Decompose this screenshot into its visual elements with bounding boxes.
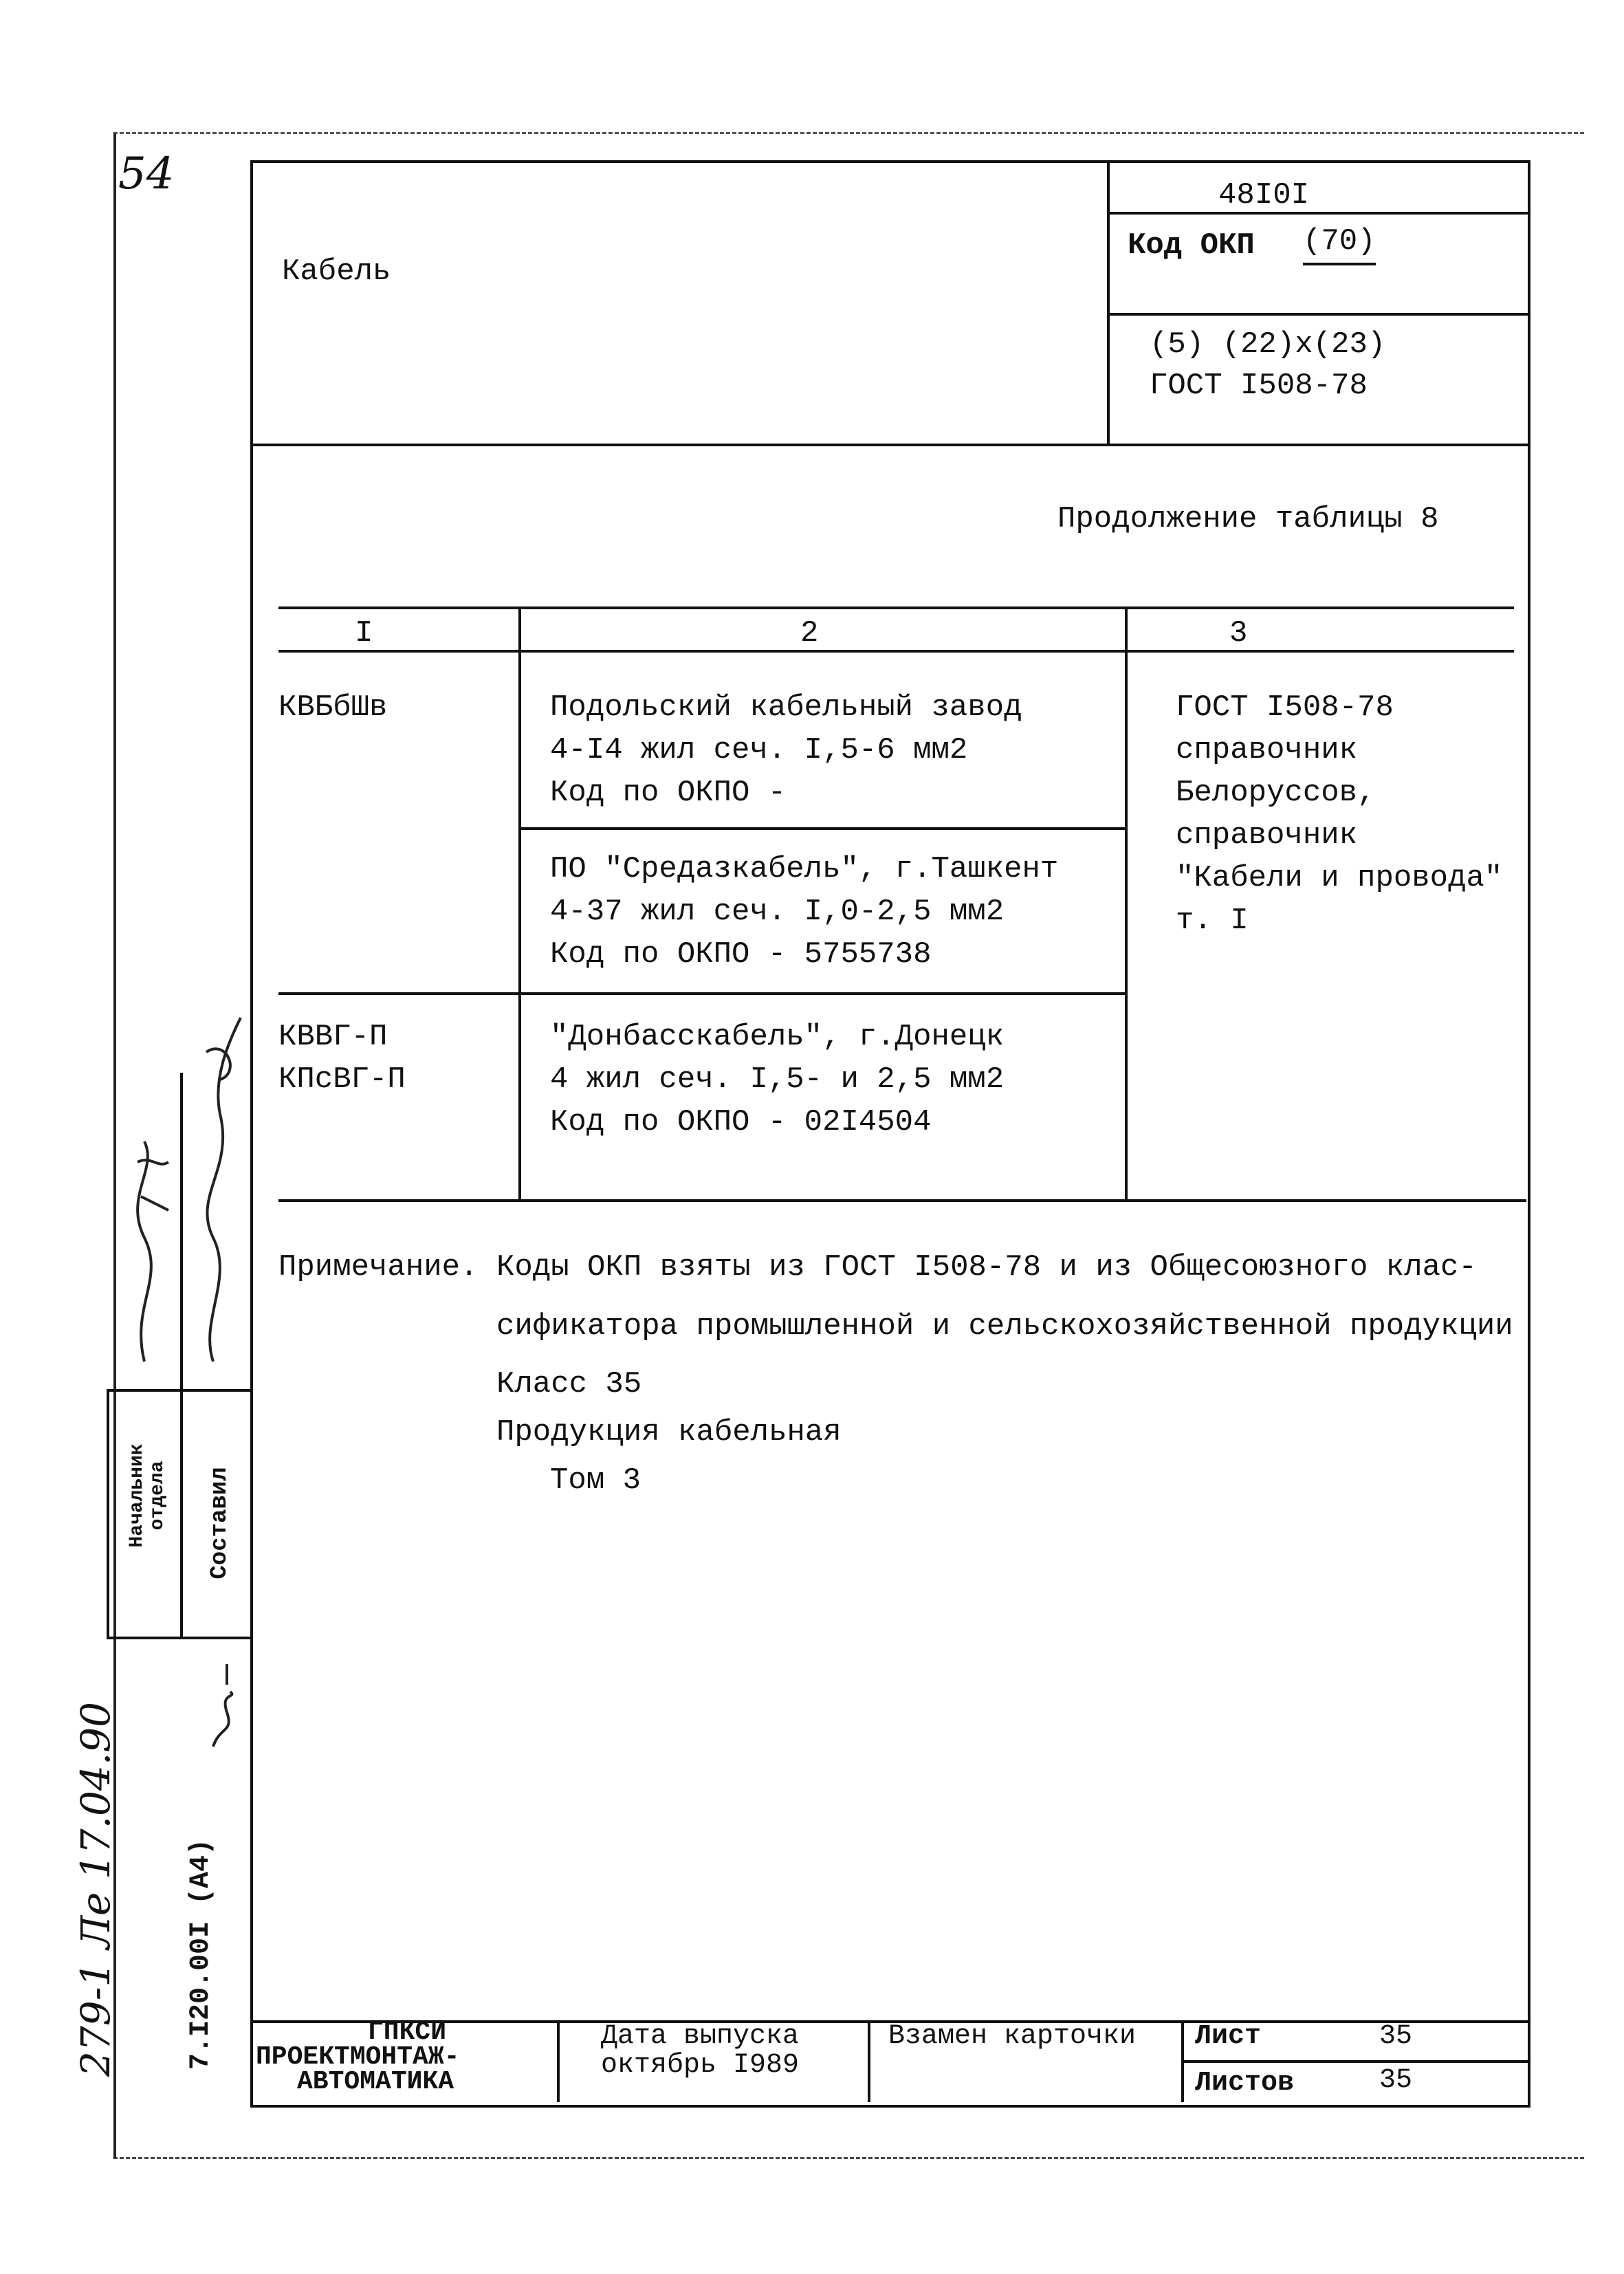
sheets-label: Листов [1195, 2068, 1295, 2099]
document-code-text: 7.I20.00I (A4) [186, 1838, 217, 2070]
manufacturer-spec: 4-37 жил сеч. I,0-2,5 мм2 [550, 895, 1005, 929]
column-header-3: 3 [1229, 616, 1248, 651]
table-header-line [278, 650, 1514, 653]
column-header-1: I [355, 616, 373, 651]
reference-line: т. I [1176, 904, 1249, 938]
issue-date-label: Дата выпуска [601, 2021, 800, 2052]
head-of-department-label [124, 1441, 172, 1551]
table-col-divider-1 [518, 606, 521, 1199]
note-line: Продукция кабельная [496, 1415, 842, 1450]
cable-mark: КПсВГ-П [278, 1062, 406, 1097]
head-of-department-text: Начальник отдела [127, 1443, 168, 1548]
code-divider-1 [1107, 212, 1528, 215]
table-bottom-line [278, 1199, 1526, 1202]
manufacturer-spec: 4-I4 жил сеч. I,5-6 мм2 [550, 733, 968, 767]
header-vertical [1107, 160, 1110, 444]
footer-divider-1 [557, 2020, 560, 2102]
signature-author [206, 1018, 241, 1362]
table-caption: Продолжение таблицы 8 [1057, 502, 1439, 536]
signature-head [138, 1141, 168, 1362]
reference-line: справочник [1176, 733, 1358, 767]
page-number: 54 [118, 149, 175, 199]
table-cell-divider [518, 827, 1125, 830]
date-stamp-signature [206, 1657, 248, 1753]
sheet-value: 35 [1379, 2021, 1413, 2052]
manufacturer-code: Код по ОКПО - 5755738 [550, 937, 932, 972]
standard: ГОСТ I508-78 [1150, 369, 1368, 403]
header-divider [250, 444, 1528, 446]
footer-sheet-divider [1181, 2060, 1528, 2063]
reference-line: ГОСТ I508-78 [1176, 690, 1394, 725]
note-line: сификатора промышленной и сельскохозяйственной продукции [496, 1309, 1513, 1344]
cable-mark: КВВГ-П [278, 1020, 388, 1054]
organization-line: ГПКСИ [368, 2018, 447, 2047]
column-header-2: 2 [800, 616, 819, 651]
signatures [103, 990, 254, 1375]
side-column-bottom [107, 1637, 250, 1639]
note-line: Том 3 [550, 1463, 641, 1498]
author-text: Составил [207, 1467, 233, 1579]
manufacturer-name: ПО "Средазкабель", г.Ташкент [550, 852, 1059, 886]
reference-line: Белоруссов, [1176, 776, 1376, 810]
footer-divider-2 [868, 2020, 870, 2102]
organization-line: АВТОМАТИКА [297, 2067, 454, 2097]
side-column-top [107, 1389, 250, 1392]
organization-line: ПРОЕКТМОНТАЖ- [256, 2042, 460, 2072]
handwritten-reference-text: 279-1 Ле 17.04.90 [72, 1701, 119, 2077]
sheets-value: 35 [1379, 2065, 1413, 2096]
manufacturer-code: Код по ОКПО - 02I4504 [550, 1105, 932, 1139]
side-column-left [107, 1389, 109, 1637]
manufacturer-name: Подольский кабельный завод [550, 690, 1022, 725]
code-divider-2 [1107, 313, 1528, 316]
replaces-card-label: Взамен карточки [888, 2021, 1137, 2052]
reference-line: справочник [1176, 818, 1358, 853]
note-label: Примечание. [278, 1250, 479, 1284]
designation: (5) (22)х(23) [1150, 327, 1386, 362]
manufacturer-code: Код по ОКПО - [550, 776, 787, 810]
reference-line: "Кабели и провода" [1176, 861, 1503, 895]
class-code: 48I0I [1218, 178, 1310, 212]
table-col-divider-2 [1125, 606, 1128, 1199]
okp-label: Код ОКП [1128, 228, 1255, 263]
table-group-divider [278, 992, 1125, 995]
okp-value: (70) [1303, 220, 1376, 265]
table-top-line [278, 606, 1514, 609]
issue-date: октябрь I989 [601, 2050, 800, 2081]
author-label [196, 1468, 244, 1578]
manufacturer-name: "Донбасскабель", г.Донецк [550, 1020, 1005, 1054]
cable-mark: КВБбШв [278, 690, 388, 725]
note-line: Коды ОКП взяты из ГОСТ I508-78 и из Общесоюзного клас- [496, 1250, 1477, 1284]
document-title: Кабель [282, 254, 391, 289]
manufacturer-spec: 4 жил сеч. I,5- и 2,5 мм2 [550, 1062, 1005, 1097]
handwritten-reference [72, 1701, 127, 2077]
sheet-label: Лист [1195, 2021, 1262, 2052]
document-code [186, 1795, 227, 2070]
note-line: Класс 35 [496, 1367, 642, 1401]
